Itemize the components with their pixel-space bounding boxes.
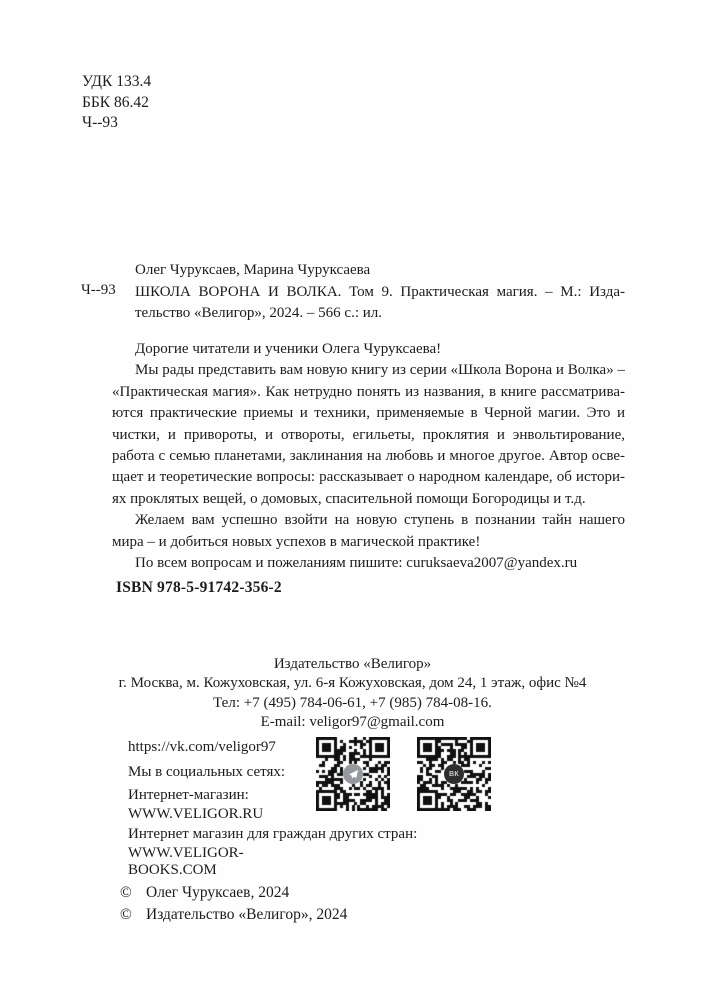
intl-shop-url: WWW.VELIGOR-BOOKS.COM xyxy=(128,845,244,878)
copyright-symbol: © xyxy=(120,884,132,901)
cip-block xyxy=(135,260,625,325)
social-links-block xyxy=(128,739,418,879)
vk-url: https://vk.com/veligor97 xyxy=(128,739,276,755)
cip-title-line-1: ШКОЛА ВОРОНА И ВОЛКА. Том 9. Практическая магия. – М.: Изда- xyxy=(135,283,625,300)
bbk-number: ББК 86.42 xyxy=(82,93,149,111)
copyright-publisher-text: Издательство «Велигор», 2024 xyxy=(146,906,348,923)
udk-number: УДК 133.4 xyxy=(82,73,152,90)
classification-block xyxy=(82,72,151,134)
annotation-line: «Практическая магия». Как нетрудно понять из названия, в книге рассматрива- xyxy=(112,383,625,400)
cip-title-line-2: тельство «Велигор», 2024. – 566 с.: ил. xyxy=(135,305,383,321)
vk-badge-label: ВК xyxy=(449,770,459,778)
cip-authors: Олег Чуруксаев, Марина Чуруксаева xyxy=(135,262,371,278)
social-label: Мы в социальных сетях: xyxy=(128,764,286,780)
publisher-block xyxy=(0,655,705,733)
publisher-address: г. Москва, м. Кожуховская, ул. 6-я Кожуховская, дом 24, 1 этаж, офис №4 xyxy=(118,675,587,692)
annotation-block xyxy=(112,339,625,574)
author-sign: Ч--93 xyxy=(82,114,118,132)
annotation-line: Желаем вам успешно взойти на новую ступень в познании тайн нашего xyxy=(135,512,625,529)
publisher-name: Издательство «Велигор» xyxy=(273,656,432,672)
copyright-publisher xyxy=(120,906,347,924)
telegram-icon xyxy=(343,764,363,784)
isbn: ISBN 978-5-91742-356-2 xyxy=(116,579,282,596)
annotation-line: По всем вопросам и пожеланиям пишите: curuksaeva2007@yandex.ru xyxy=(135,555,578,572)
publisher-email: E-mail: veligor97@gmail.com xyxy=(260,714,445,731)
vk-icon xyxy=(444,764,464,784)
publisher-phones: Тел: +7 (495) 784-06-61, +7 (985) 784-08-16. xyxy=(213,694,492,711)
shop-url: WWW.VELIGOR.RU xyxy=(128,806,264,822)
annotation-line: ях проклятых вещей, о домовых, спасительной помощи Богородицы и т.д. xyxy=(112,490,586,507)
annotation-line: Мы рады представить вам новую книгу из серии «Школа Ворона и Волка» – xyxy=(135,362,625,379)
annotation-line: чистки, и привороты, и отвороты, егильеты, проклятия и энвольтирование, xyxy=(112,426,625,443)
copyright-symbol: © xyxy=(120,906,132,923)
intl-shop-label: Интернет магазин для граждан других стран: xyxy=(128,826,418,842)
copyright-author-text: Олег Чуруксаев, 2024 xyxy=(146,884,290,901)
copyright-author xyxy=(120,884,289,902)
annotation-line: Дорогие читатели и ученики Олега Чуруксаева! xyxy=(135,341,442,357)
cip-author-sign: Ч--93 xyxy=(81,282,116,298)
shop-label: Интернет-магазин: xyxy=(128,787,249,803)
annotation-line: ются практические приемы и техники, применяемые в Черной магии. Это и xyxy=(112,405,625,422)
annotation-line: мира – и добиться новых успехов в магической практике! xyxy=(112,533,481,550)
annotation-line: работа с семью планетами, заклинания на любовь и многое другое. Автор осве- xyxy=(112,448,625,465)
annotation-line: щает и теоретические вопросы: рассказывает о народном календаре, об истори- xyxy=(112,469,625,486)
